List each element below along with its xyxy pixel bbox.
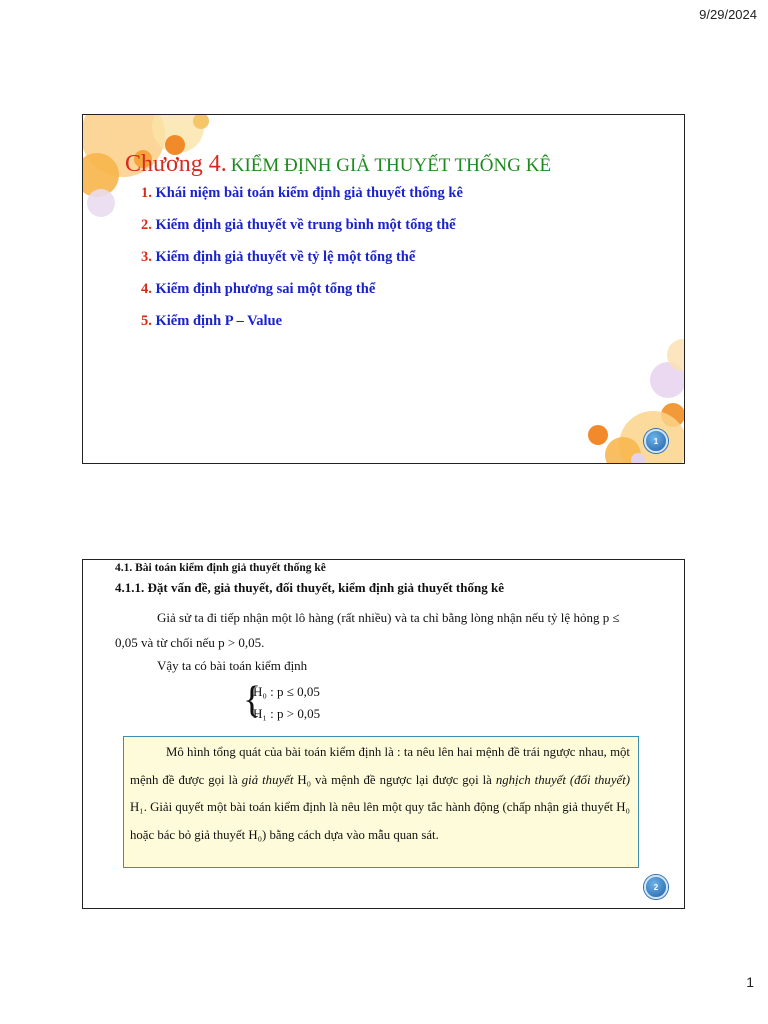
chapter-label: Chương 4. [125,151,227,177]
slide-number-badge: 2 [644,875,668,899]
list-item [141,281,463,313]
list-item [141,313,463,345]
problem-paragraph: Vậy ta có bài toán kiểm định [157,658,308,673]
item-number: 3. [141,249,152,265]
definition-box [123,736,639,868]
item-text: Khái niệm bài toán kiểm định giả thuyết thống kê [155,185,463,201]
list-item [141,185,463,217]
null-hypothesis: H₀ : p ≤ 0,05 [253,684,320,699]
topic-list [141,185,463,345]
list-item [141,217,463,249]
item-number: 5. [141,313,152,329]
subsection-heading: 4.1.1. Đặt vấn đề, giả thuyết, đối thuyết, kiểm định giả thuyết thống kê [115,580,504,595]
list-item [141,249,463,281]
item-text: Kiểm định giả thuyết về trung bình một tổng thể [155,217,456,233]
item-text: Kiểm định giả thuyết về tỷ lệ một tổng thể [155,249,416,265]
section-heading: 4.1. Bài toán kiểm định giả thuyết thống kê [115,562,326,574]
intro-paragraph: Giả sử ta đi tiếp nhận một lô hàng (rất nhiều) và ta chỉ bằng lòng nhận nếu tỷ lệ hỏng p ≤ 0,05 và từ chối nếu p > 0,05. [115,610,620,650]
slide-1 [82,114,685,464]
brace-symbol: { [243,679,262,721]
slide-title [125,151,551,178]
item-text: Kiểm định phương sai một tổng thể [155,281,376,297]
alternative-hypothesis: H₁ : p > 0,05 [253,706,321,721]
definition-text: Mô hình tổng quát của bài toán kiểm định là : ta nêu lên hai mệnh đề trái ngược nhau, một mệnh đề được gọi là giả thuyết H₀ và mệnh đề ngược lại được gọi là nghịch thuyết (đối thuyết) H₁. Giải quyết một bài toán kiểm định là nêu lên một quy tắc hành động (chấp nhận giả thuyết H₀ hoặc bác bỏ giả thuyết H₀) bằng cách dựa vào mẫu quan sát. [130,745,631,842]
item-number: 4. [141,281,152,297]
item-number: 1. [141,185,152,201]
page-number: 1 [746,974,754,990]
print-date: 9/29/2024 [699,7,757,22]
slide-2 [82,559,685,909]
item-text: Kiểm định P – Value [155,313,283,329]
item-number: 2. [141,217,152,233]
chapter-title: KIỂM ĐỊNH GIẢ THUYẾT THỐNG KÊ [230,155,552,176]
slide-number-badge: 1 [644,429,668,453]
